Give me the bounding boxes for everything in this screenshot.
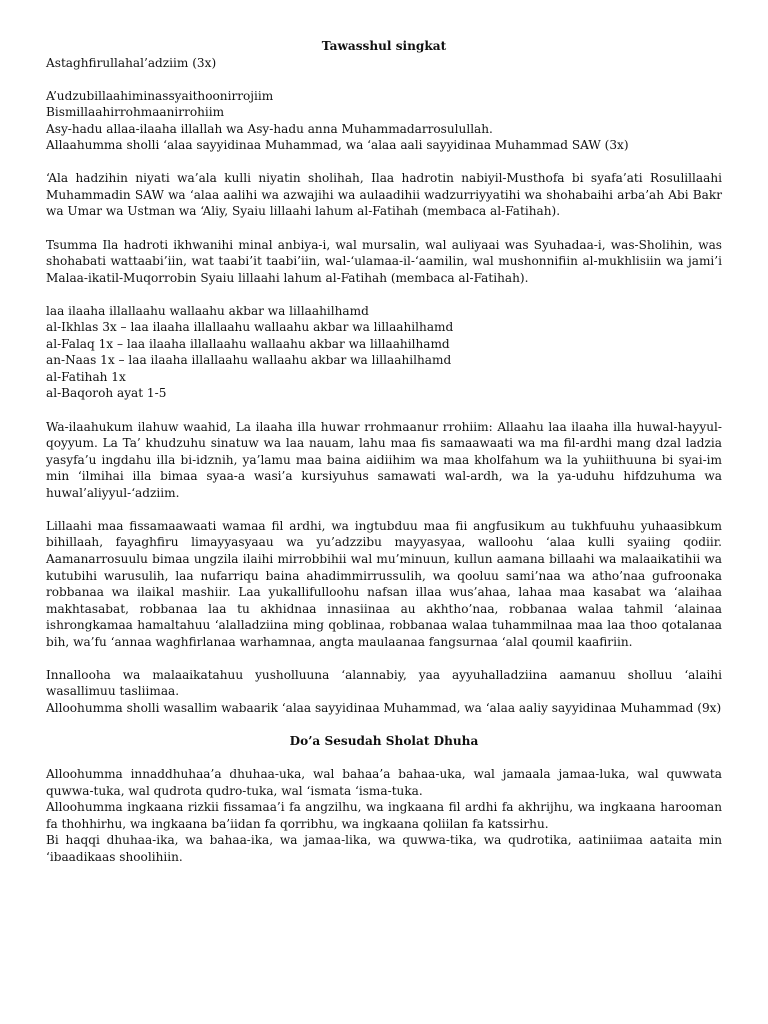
spacer (46, 650, 722, 667)
doa-dhuha-paragraph-3: Bi haqqi dhuhaa-ika, wa bahaa-ika, wa jamaa-lika, wa quwwa-tika, wa qudrotika, aatiniimaa aataita min ‘ibaadikaas shoolihiin. (46, 833, 722, 864)
spacer (46, 286, 722, 303)
tawasul-paragraph-1: ‘Ala hadzihin niyati wa’ala kulli niyatin sholihah, Ilaa hadrotin nabiyil-Musthofa bi syafa’ati Rosulillaahi Muhammadin SAW wa ‘alaa aalihi wa azwajihi wa aulaadihii wadzurriyyatihi wa shohabaihi arba’ah Abi Bakr wa Umar wa Ustman wa ‘Aliy, Syaiu lillaahi lahum al-Fatihah (membaca al-Fatihah). (46, 171, 722, 219)
spacer (46, 501, 722, 518)
spacer (46, 71, 722, 88)
naas-line: an-Naas 1x – laa ilaaha illallaahu wallaahu akbar wa lillaahilhamd (46, 353, 452, 368)
spacer (46, 220, 722, 237)
sholawat-9x-paragraph: Alloohumma sholli wasallim wabaarik ‘alaa sayyidinaa Muhammad, wa ‘alaa aaliy sayyidinaa Muhammad (9x) (46, 700, 722, 715)
innallaha-paragraph: Innallooha wa malaaikatahuu yusholluuna ‘alannabiy, yaa ayyuhalladziina aamanuu sholluu ‘alaihi wasallimuu tasliimaa. (46, 667, 722, 699)
doa-dhuha-paragraph-2: Alloohumma ingkaana rizkii fissamaa’i fa angzilhu, wa ingkaana fil ardhi fa akhrijhu, wa ingkaana harooman fa thohhirhu, wa ingkaana ba’iidan fa qorribhu, wa ingkaana qoliilan fa katssirhu. (46, 800, 722, 831)
fatihah-line: al-Fatihah 1x (46, 369, 126, 384)
baqoroh-line: al-Baqoroh ayat 1-5 (46, 386, 167, 401)
spacer (46, 154, 722, 171)
taawudz-line: A’udzubillaahiminassyaithoonirrojiim (46, 88, 274, 103)
section-title-doa-dhuha: Do’a Sesudah Sholat Dhuha (289, 733, 479, 748)
doa-dhuha-paragraph-1: Alloohumma innaddhuhaa’a dhuhaa-uka, wal bahaa’a bahaa-uka, wal jamaala jamaa-luka, wal quwwata quwwa-tuka, wal qudrota qudro-tuka, wal ‘ismata ‘isma-tuka. (46, 767, 722, 798)
spacer (46, 750, 722, 767)
document-page (46, 38, 722, 865)
tawasul-paragraph-2: Tsumma Ila hadroti ikhwanihi minal anbiya-i, wal mursalin, wal auliyaai was Syuhadaa-i, was-Sholihin, was shohabati wattaabi’iin, wat taabi’it taabi’iin, wal-‘ulamaa-il-‘aamilin, wal mushonnifiin al-mukhlisiin wa jami’i Malaa-ikatil-Muqorrobin Syaiu lillaahi lahum al-Fatihah (membaca al-Fatihah). (46, 237, 722, 285)
istighfar-line: Astaghfirullahal’adziim (3x) (46, 55, 217, 70)
tahlil-line: laa ilaaha illallaahu wallaahu akbar wa lillaahilhamd (46, 303, 369, 318)
falaq-line: al-Falaq 1x – laa ilaaha illallaahu wallaahu akbar wa lillaahilhamd (46, 336, 450, 351)
ayat-kursi-paragraph: Wa-ilaahukum ilahuw waahid, La ilaaha illa huwar rrohmaanur rrohiim: Allaahu laa ilaaha illa huwal-hayyul-qoyyum. La Ta’ khudzuhu sinatuw wa laa nauam, lahu maa fis samaawaati wa ma fil-ardhi mang dzal ladzia yasyfa’u ingdahu illa bi-idznih, ya’lamu maa baina aidiihim wa maa kholfahum wa la yuhiithuuna bi syai-im min ‘ilmihai illa bimaa syaa-a wasi’a kursiyuhus samawati wal-ardh, wa la ya-uduhu hifdzuhuma wa huwal’aliyyul-‘adziim. (46, 419, 722, 500)
ikhlas-line: al-Ikhlas 3x – laa ilaaha illallaahu wallaahu akbar wa lillaahilhamd (46, 320, 454, 335)
baqoroh-end-paragraph: Lillaahi maa fissamaawaati wamaa fil ardhi, wa ingtubduu maa fii angfusikum au tukhfuuhu yuhaasibkum bihillaah, fayaghfiru limayyasyaau wa yu’adzzibu mayyasyaa, walloohu ‘alaa kulli syaiing qodiir. Aamanarrosuulu bimaa ungzila ilaihi mirrobbihii wal mu’minuun, kullun aamana billaahi wa malaaikatihii wa kutubihi warusulih, laa nufarriqu baina ahadimmirrussulih, wa qooluu sami’naa wa atho’naa gufroonaka robbanaa wa ilaikal mashiir. Laa yukallifulloohu nafsan illaa wus’ahaa, lahaa maa kasabat wa ‘alaihaa makhtasabat, robbanaa laa tu akhidnaa innasiinaa au akhtho’naa, robbanaa walaa tahmil ‘alainaa ishrongkamaa hamaltahuu ‘alalladziina ming qoblinaa, robbanaa walaa tuhammilnaa maa laa thoo qotalanaa bih, wa’fu ‘annaa waghfirlanaa warhamnaa, angta maulaanaa fangsurnaa ‘alal qoumil kaafiriin. (46, 518, 722, 649)
syahadat-line: Asy-hadu allaa-ilaaha illallah wa Asy-hadu anna Muhammadarrosulullah. (46, 121, 493, 136)
document-title: Tawasshul singkat (321, 39, 447, 53)
sholawat-line: Allaahumma sholli ‘alaa sayyidinaa Muhammad, wa ‘alaa aali sayyidinaa Muhammad SAW (3x) (46, 138, 629, 153)
spacer (46, 716, 722, 733)
spacer (46, 402, 722, 419)
basmalah-line: Bismillaahirrohmaanirrohiim (46, 105, 225, 120)
